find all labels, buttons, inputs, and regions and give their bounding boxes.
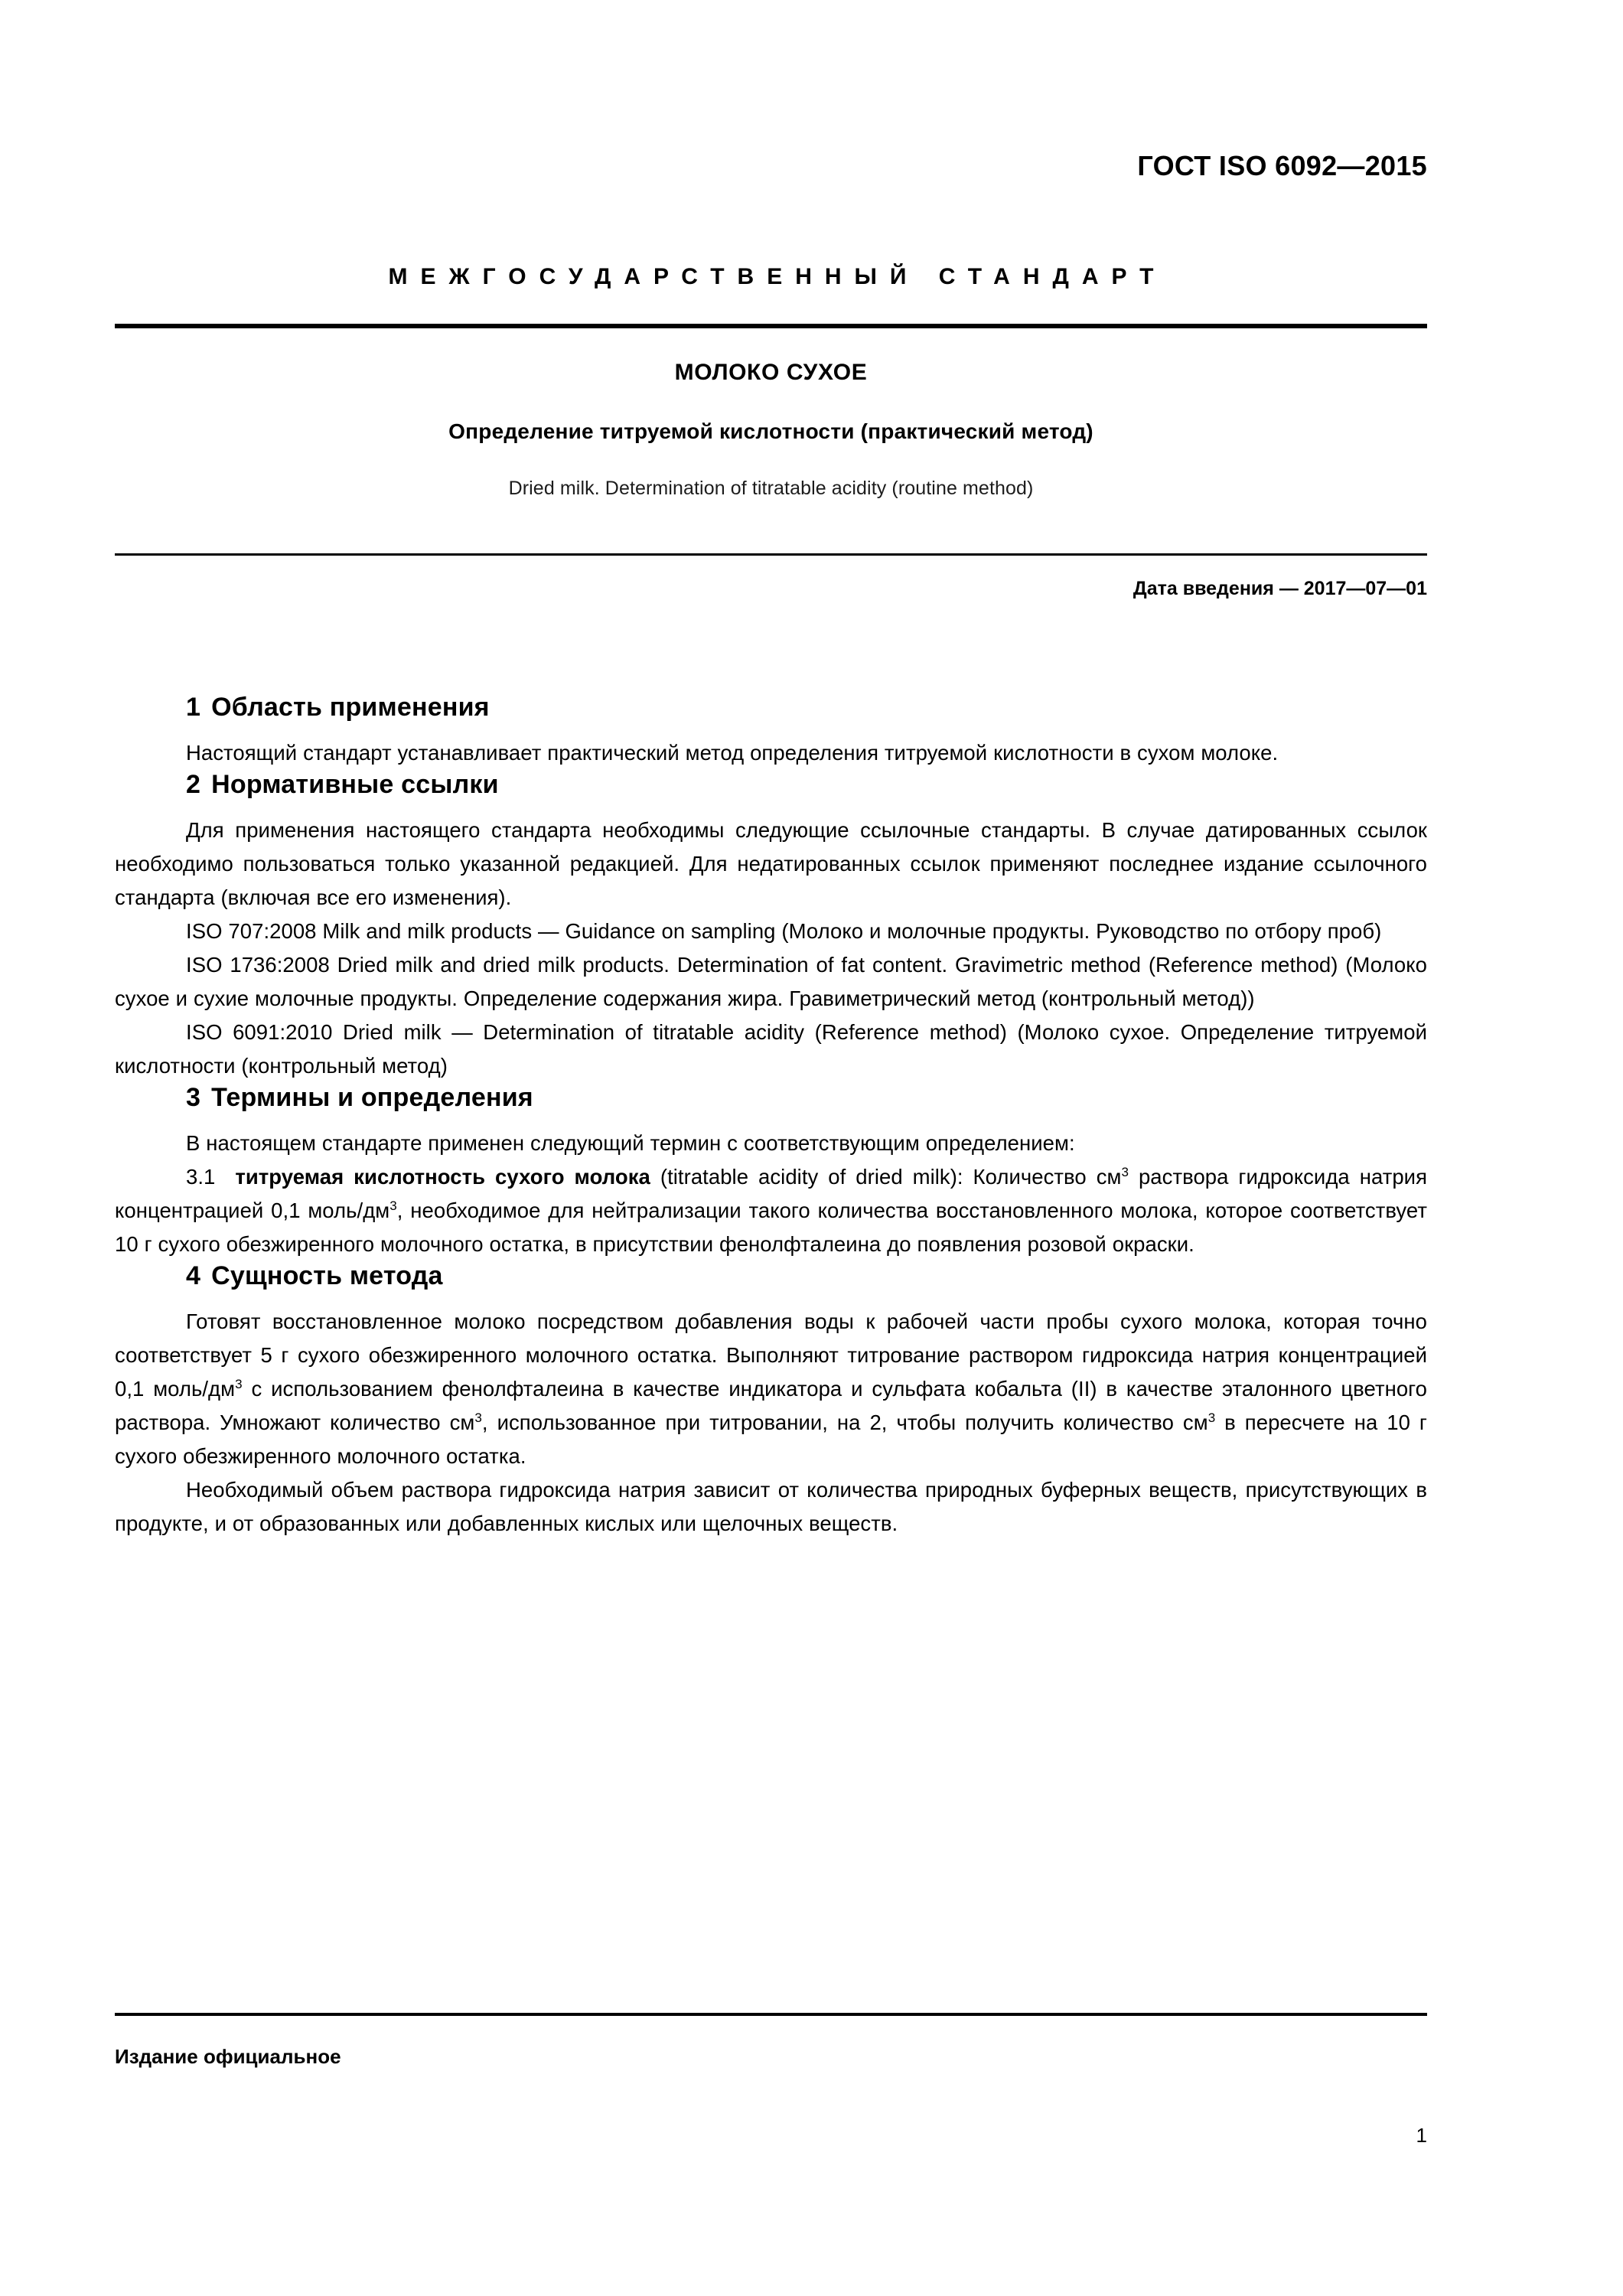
page-number: 1 <box>1416 2124 1427 2147</box>
section-title-1: Область применения <box>211 693 490 722</box>
title-block <box>115 360 1427 500</box>
section-1-paragraph-1: Настоящий стандарт устанавливает практический метод определения титруемой кислотности в сухом молоке. <box>186 741 1279 765</box>
document-title: МОЛОКО СУХОЕ <box>674 360 868 385</box>
section-heading-2 <box>115 770 1427 800</box>
section-number-1: 1 <box>186 693 201 722</box>
section-title-4: Сущность метода <box>211 1261 443 1290</box>
term-definition-part-b: раствора гидроксида натрия концентрацией 0,1 моль/дм <box>115 1165 1428 1222</box>
superscript-cubic-d: 3 <box>474 1410 482 1425</box>
section-4-part-a: Готовят восстановленное молоко посредством добавления воды к рабочей части пробы сухого молока, которая точно соответствует 5 г сухого обезжиренного молочного остатка. Выполняют титрование раствором гидроксида натрия концентрацией 0,1 моль/дм <box>115 1309 1427 1401</box>
superscript-cubic-c: 3 <box>235 1376 243 1391</box>
title-divider-thin <box>115 553 1427 556</box>
section-3-paragraph-1: В настоящем стандарте применен следующий термин с соответствующим определением: <box>186 1131 1075 1155</box>
document-number: ГОСТ ISO 6092—2015 <box>1137 150 1427 181</box>
superscript-cubic-a: 3 <box>1121 1164 1129 1179</box>
section-title-2: Нормативные ссылки <box>211 770 499 799</box>
section-number-2: 2 <box>186 770 201 799</box>
term-number: 3.1 <box>186 1165 216 1189</box>
term-definition-part-c: , необходимое для нейтрализации такого количества восстановленного молока, которое соответствует 10 г сухого обезжиренного молочного остатка, в присутствии фенолфталеина до появления розовой окраски. <box>115 1199 1428 1256</box>
superscript-cubic-b: 3 <box>389 1198 397 1213</box>
header-divider-thick <box>115 324 1427 328</box>
section-number-4: 4 <box>186 1261 201 1290</box>
official-edition-note: Издание официальное <box>115 2045 341 2068</box>
section-2-paragraph-1: Для применения настоящего стандарта необходимы следующие ссылочные стандарты. В случае датированных ссылок необходимо пользоваться только указанной редакцией. Для недатированных ссылок применяют последнее издание ссылочного стандарта (включая все его изменения). <box>115 818 1427 909</box>
section-4-part-b: с использованием фенолфталеина в качестве индикатора и сульфата кобальта (II) в качестве эталонного цветного раствора. Умножают количество см <box>115 1377 1427 1434</box>
document-body <box>115 693 1427 1541</box>
footer-divider <box>115 2013 1427 2016</box>
standard-type-label: МЕЖГОСУДАРСТВЕННЫЙ СТАНДАРТ <box>388 264 1167 289</box>
section-4-paragraph-2: Необходимый объем раствора гидроксида натрия зависит от количества природных буферных веществ, присутствующих в продукте, и от образованных или добавленных кислых или щелочных веществ. <box>115 1478 1427 1535</box>
term-definition-part-a: (titratable acidity of dried milk): Количество см <box>660 1165 1122 1189</box>
section-4-part-d: в пересчете на 10 г сухого обезжиренного молочного остатка. <box>115 1411 1428 1468</box>
section-heading-3 <box>115 1083 1427 1113</box>
document-title-english: Dried milk. Determination of titratable acidity (routine method) <box>508 478 1034 499</box>
document-subtitle: Определение титруемой кислотности (практический метод) <box>448 419 1093 443</box>
section-heading-1 <box>115 693 1427 722</box>
term-definition-3-1 <box>115 1160 1427 1261</box>
introduction-date: Дата введения — 2017—07—01 <box>1133 578 1427 599</box>
normative-reference-iso-1736: ISO 1736:2008 Dried milk and dried milk products. Determination of fat content. Gravimetric method (Reference method) (Молоко сухое и сухие молочные продукты. Определение содержания жира. Гравиметрический метод (контрольный метод)) <box>115 953 1427 1010</box>
section-heading-4 <box>115 1261 1427 1291</box>
section-4-part-c: , использованное при титровании, на 2, чтобы получить количество см <box>481 1411 1208 1434</box>
normative-reference-iso-707: ISO 707:2008 Milk and milk products — Guidance on sampling (Молоко и молочные продукты. Руководство по отбору проб) <box>186 919 1382 943</box>
normative-reference-iso-6091: ISO 6091:2010 Dried milk — Determination of titratable acidity (Reference method) (Молоко сухое. Определение титруемой кислотности (контрольный метод) <box>115 1020 1427 1078</box>
section-number-3: 3 <box>186 1083 201 1112</box>
term-name: титруемая кислотность сухого молока <box>235 1165 650 1189</box>
section-title-3: Термины и определения <box>211 1083 533 1112</box>
section-4-paragraph-1 <box>115 1305 1427 1473</box>
superscript-cubic-e: 3 <box>1207 1410 1216 1425</box>
